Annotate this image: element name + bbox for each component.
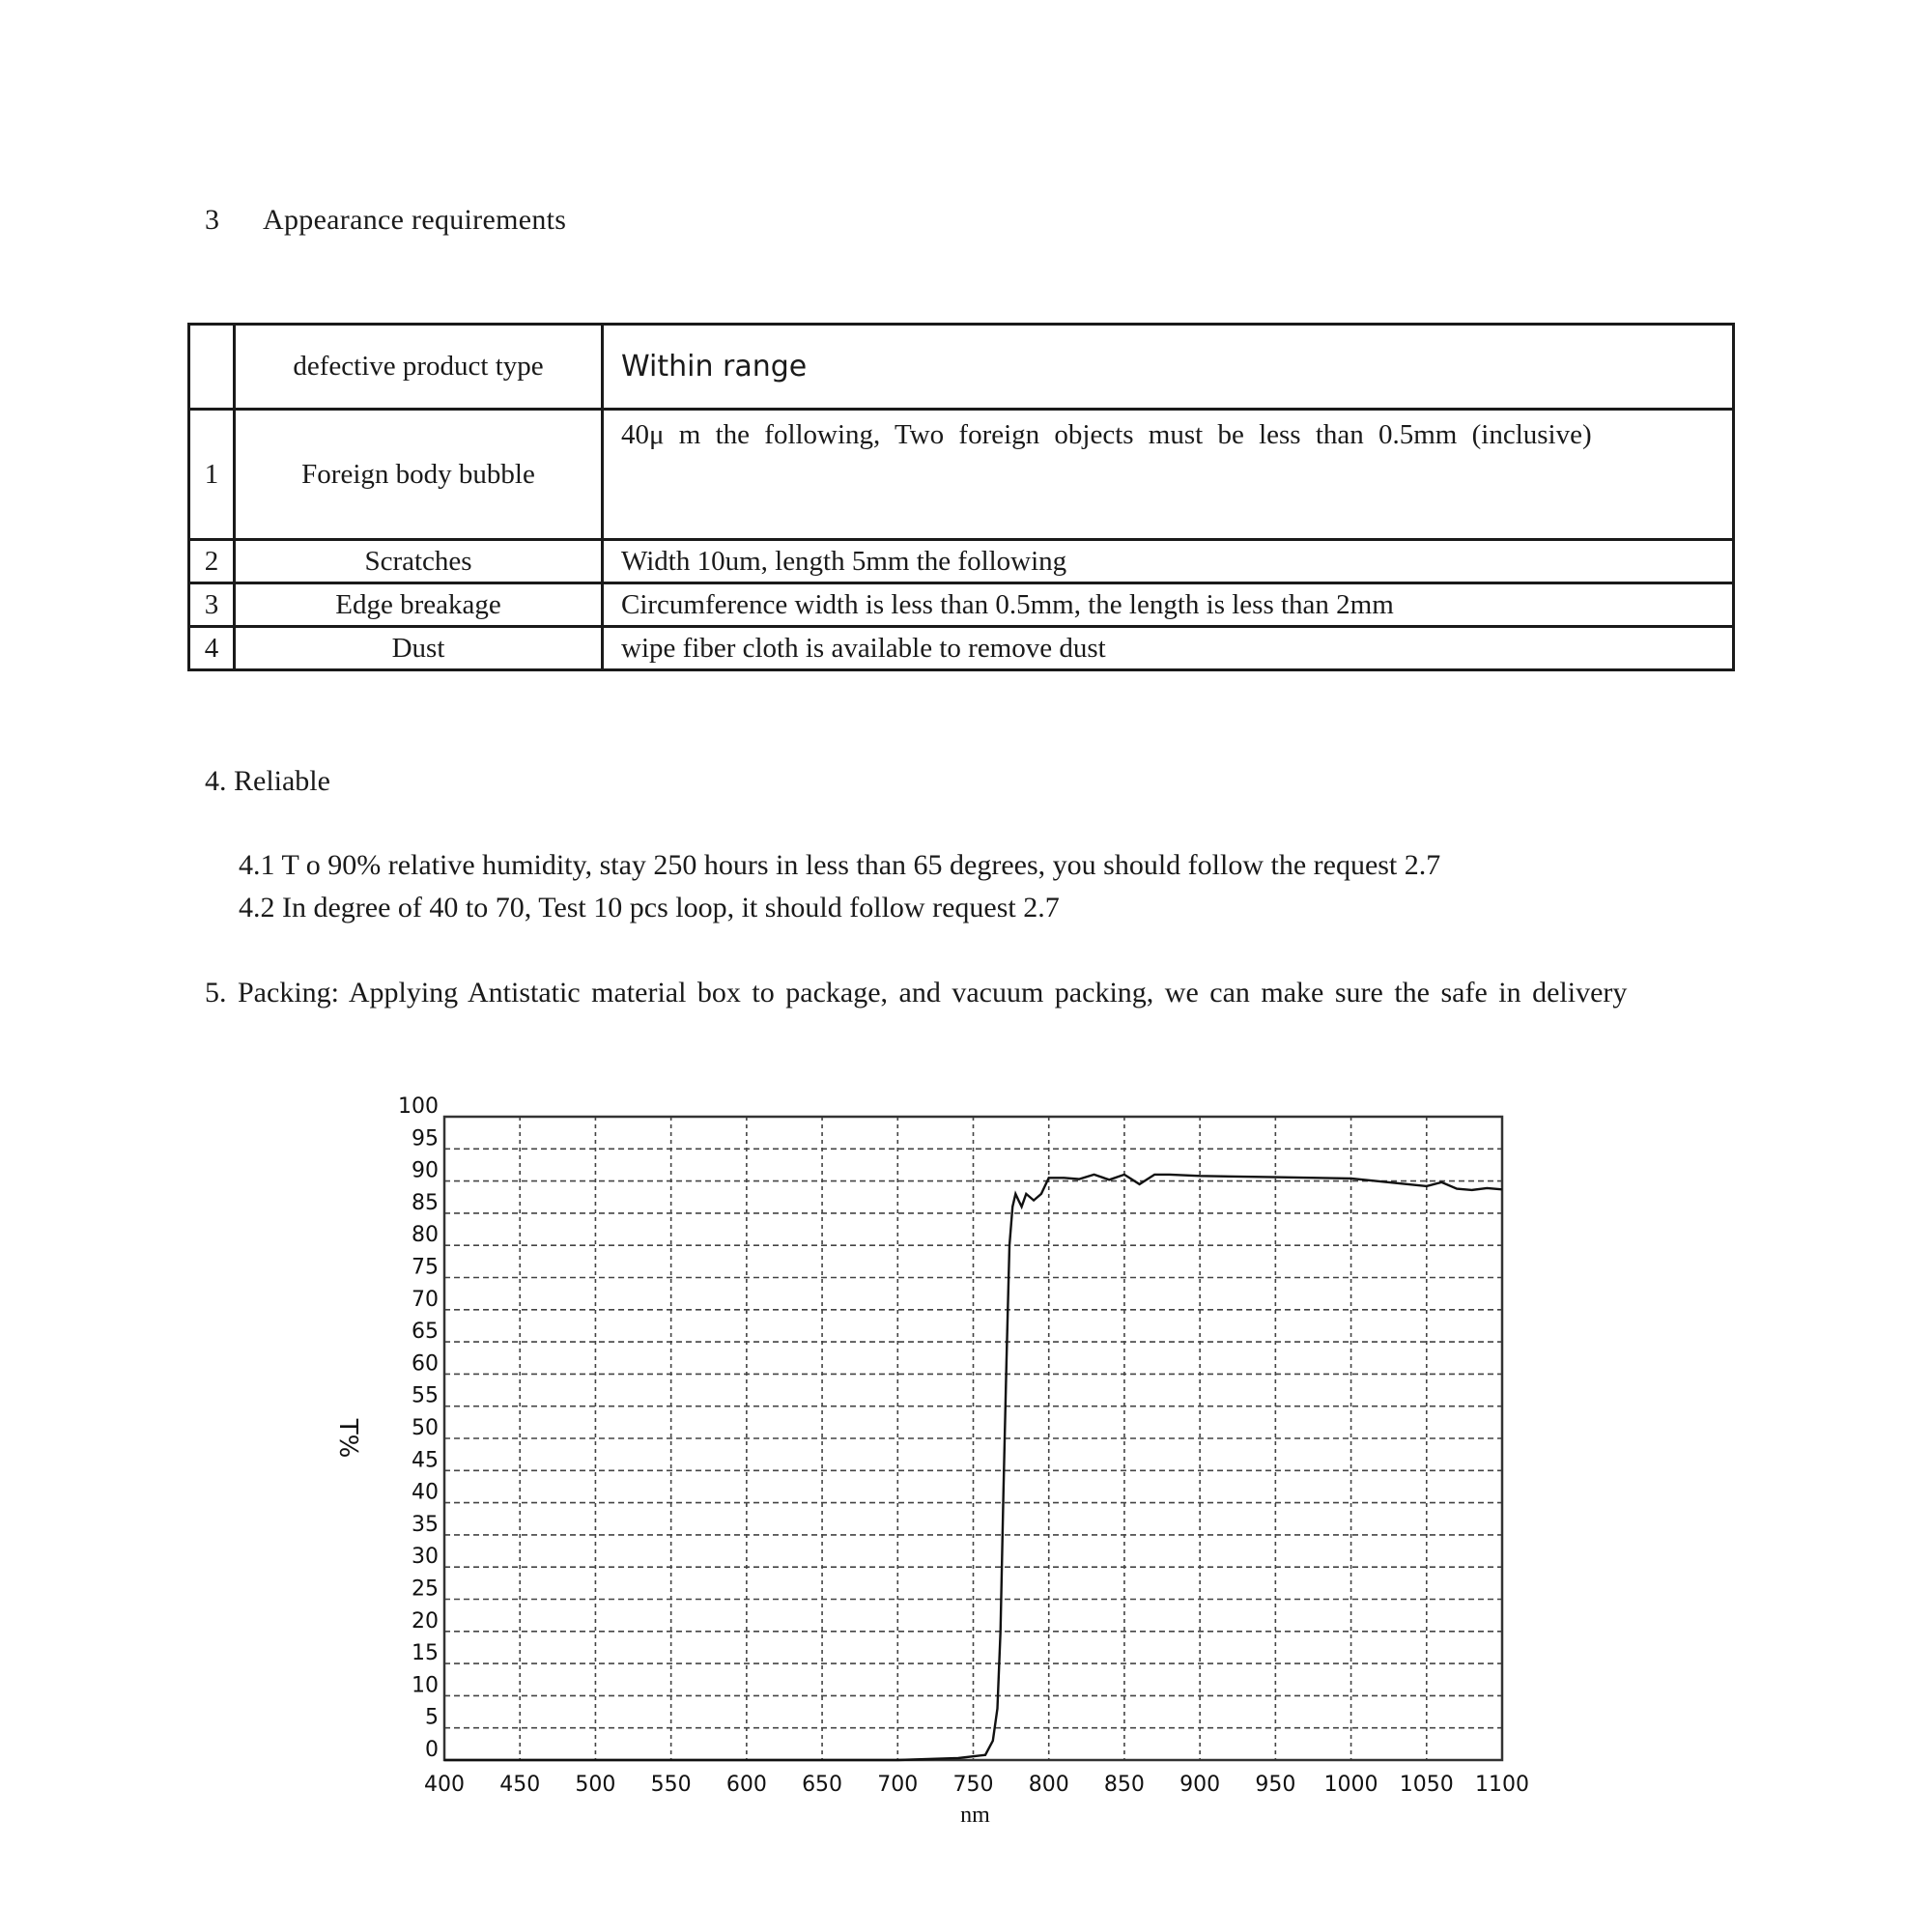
row-range: Width 10um, length 5mm the following — [603, 540, 1734, 583]
section-4-title: 4. Reliable — [205, 765, 330, 797]
row-num: 1 — [189, 410, 235, 540]
section-3-number: 3 — [205, 204, 220, 236]
table-header-row — [189, 325, 1734, 410]
x-tick-label: 600 — [725, 1773, 767, 1797]
y-tick-label: 20 — [412, 1608, 439, 1634]
y-tick-label: 60 — [412, 1351, 439, 1377]
x-tick-label: 950 — [1255, 1773, 1296, 1797]
section-3-heading — [205, 203, 566, 238]
y-tick-label: 55 — [412, 1383, 439, 1408]
y-tick-label: 5 — [425, 1705, 439, 1730]
x-tick-label: 700 — [877, 1773, 919, 1797]
y-tick-label: 70 — [412, 1287, 439, 1312]
row-type: Scratches — [235, 540, 603, 583]
y-tick-label: 85 — [412, 1190, 439, 1215]
x-tick-label: 1100 — [1475, 1773, 1529, 1797]
chart-grid — [444, 1117, 1502, 1760]
x-tick-label: 850 — [1103, 1773, 1145, 1797]
section-4-item-2: 4.2 In degree of 40 to 70, Test 10 pcs loop, it should follow request 2.7 — [239, 892, 1060, 923]
row-type: Foreign body bubble — [235, 410, 603, 540]
x-axis-label: nm — [960, 1803, 990, 1828]
appearance-table — [187, 323, 1735, 671]
section-3-title: Appearance requirements — [263, 204, 567, 236]
y-tick-labels — [398, 1094, 439, 1762]
y-tick-label: 15 — [412, 1641, 439, 1666]
y-tick-label: 30 — [412, 1545, 439, 1570]
y-tick-label: 50 — [412, 1416, 439, 1440]
row-range: Circumference width is less than 0.5mm, the length is less than 2mm — [603, 583, 1734, 627]
table-row — [189, 540, 1734, 583]
y-tick-label: 40 — [412, 1480, 439, 1505]
header-range-cell: Within range — [603, 325, 1734, 410]
y-tick-label: 90 — [412, 1158, 439, 1183]
y-tick-label: 25 — [412, 1577, 439, 1602]
header-type-cell: defective product type — [235, 325, 603, 410]
y-tick-label: 100 — [398, 1094, 439, 1119]
row-type: Edge breakage — [235, 583, 603, 627]
table-row — [189, 583, 1734, 627]
x-tick-label: 800 — [1028, 1773, 1069, 1797]
header-num-cell — [189, 325, 235, 410]
x-tick-label: 1050 — [1399, 1773, 1454, 1797]
y-tick-label: 75 — [412, 1255, 439, 1280]
y-tick-label: 95 — [412, 1126, 439, 1151]
x-tick-label: 450 — [499, 1773, 541, 1797]
transmittance-chart — [290, 1082, 1546, 1835]
row-num: 3 — [189, 583, 235, 627]
table-row — [189, 410, 1734, 540]
y-tick-label: 65 — [412, 1320, 439, 1345]
y-tick-label: 35 — [412, 1512, 439, 1537]
row-range: 40μ m the following, Two foreign objects must be less than 0.5mm (inclusive) — [603, 410, 1734, 540]
row-num: 2 — [189, 540, 235, 583]
y-tick-label: 10 — [412, 1673, 439, 1698]
table-row — [189, 627, 1734, 670]
x-tick-label: 900 — [1179, 1773, 1221, 1797]
x-tick-label: 650 — [802, 1773, 843, 1797]
x-tick-label: 500 — [575, 1773, 616, 1797]
y-axis-label: T% — [333, 1418, 362, 1459]
x-tick-label: 1000 — [1323, 1773, 1378, 1797]
y-tick-label: 0 — [425, 1738, 439, 1762]
x-tick-label: 550 — [650, 1773, 692, 1797]
section-5-packing: 5. Packing: Applying Antistatic material box to package, and vacuum packing, we can make sure the safe in delivery — [205, 977, 1628, 1009]
x-tick-labels — [424, 1773, 1529, 1797]
row-type: Dust — [235, 627, 603, 670]
y-tick-label: 80 — [412, 1223, 439, 1248]
x-tick-label: 400 — [424, 1773, 465, 1797]
row-range: wipe fiber cloth is available to remove dust — [603, 627, 1734, 670]
row-num: 4 — [189, 627, 235, 670]
y-tick-label: 45 — [412, 1448, 439, 1473]
x-tick-label: 750 — [952, 1773, 994, 1797]
section-4-item-1: 4.1 T o 90% relative humidity, stay 250 hours in less than 65 degrees, you should follow the request 2.7 — [239, 849, 1441, 881]
